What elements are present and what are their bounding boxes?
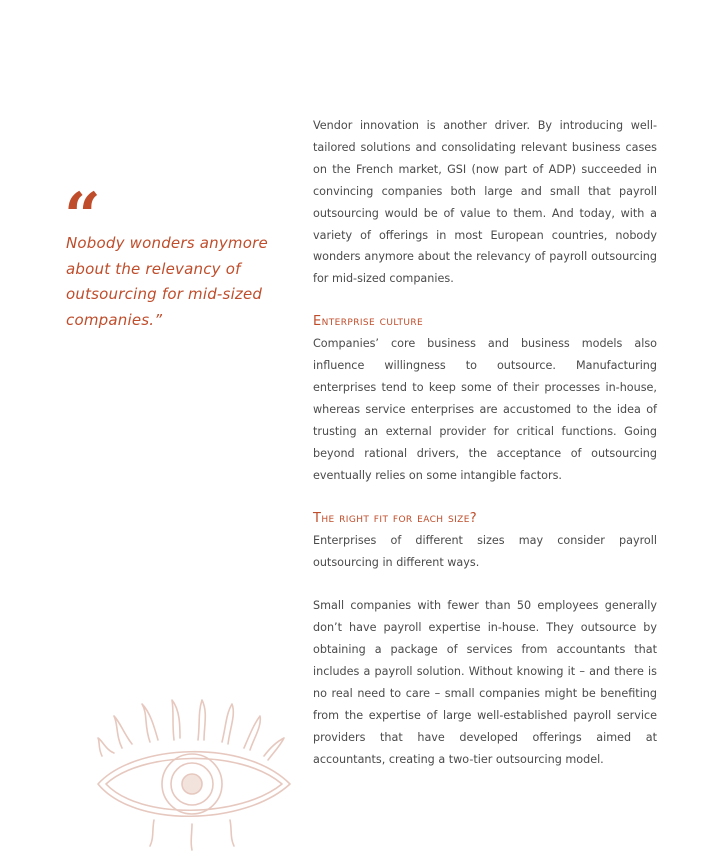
quote-mark-icon: “: [64, 179, 101, 254]
eye-icon: [94, 698, 294, 853]
right-fit-paragraph-2: Small companies with fewer than 50 employees generally don’t have payroll expertise in-house. They outsource by obtaining a package of services from accountants that includes a payroll solution. Without knowing it – and there is no real need to care – small companies might be benefiting from the expertise of large well-established payroll service providers that have developed offerings aimed at accountants, creating a two-tier outsourcing model.: [313, 599, 657, 766]
enterprise-culture-paragraph: Companies’ core business and business models also influence willingness to outsource. Manufacturing enterprises tend to keep some of their processes in-house, whereas service enterprises are accustomed to the idea of trusting an external provider for critical functions. Going beyond rational drivers, the acceptance of outsourcing eventually relies on some intangible factors.: [313, 337, 657, 482]
intro-paragraph: Vendor innovation is another driver. By introducing well-tailored solutions and consolidating relevant business cases on the French market, GSI (now part of ADP) succeeded in convincing companies both large and small that payroll outsourcing would be of value to them. And today, with a variety of offerings in most European countries, nobody wonders anymore about the relevancy of payroll outsourcing for mid-sized companies.: [313, 119, 657, 286]
main-column: [313, 115, 657, 771]
section-heading-enterprise-culture: Enterprise culture: [313, 314, 424, 330]
section-heading-right-fit: The right fit for each size?: [313, 510, 478, 526]
right-fit-paragraph-1: Enterprises of different sizes may consider payroll outsourcing in different ways.: [313, 533, 657, 569]
pull-quote: Nobody wonders anymore about the relevancy of outsourcing for mid-sized companies.”: [66, 234, 268, 329]
